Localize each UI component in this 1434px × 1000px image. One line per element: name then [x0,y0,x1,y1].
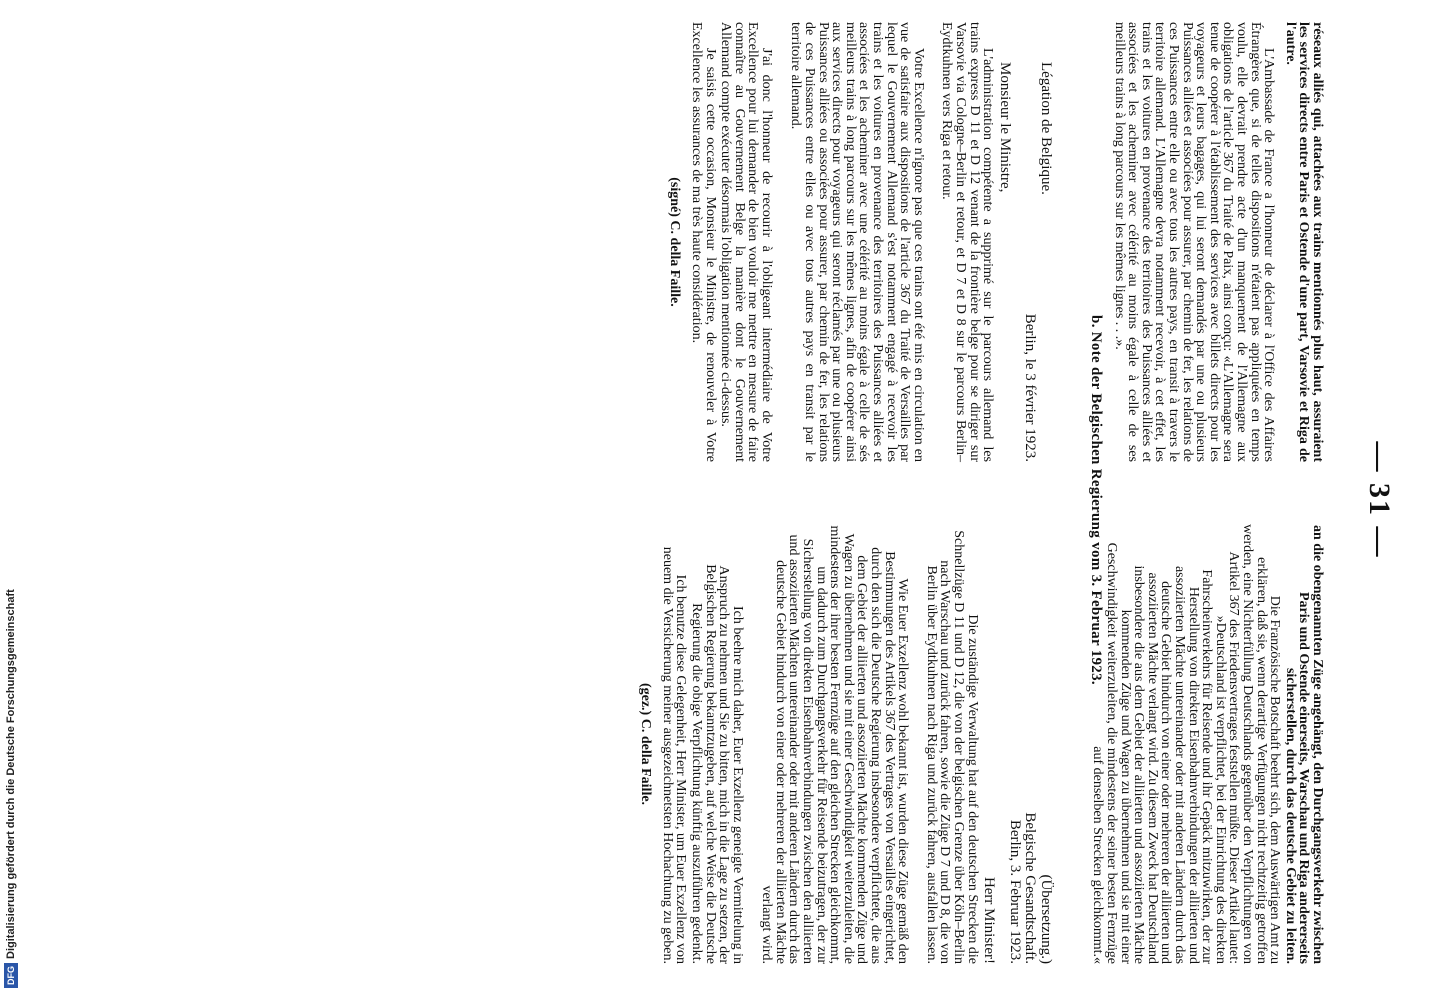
paragraph: an die obengenannten Züge angehängt, den Durchgangsverkehr zwischen Paris und Ostende einerseits, Warschau und Riga andererseits sicherstellen, durch das deutsche Gebiet zu leiten. [1282,525,1325,964]
paragraph: Votre Excellence n'ignore pas que ces trains ont été mis en circulation en vue de satisfaire aux dispositions de l'article 367 du Traité de Versailles par lequel le Gouvernement Allemand s'est notamment engagé à recevoir les trains et les voitures en provenance des territoires des Puissances alliées et associées et les acheminer avec une célérité au moins égale à celle de sés meilleurs trains à long parcours sur les mêmes lignes, afin de coopérer ainsi aux services directs pour voyageurs qui seront réclamés par une ou plusieurs Puissances alliées ou associées pour assurer, par chemin de fer, les relations de ces Puissances entre elles ou avec tous autres pays en transit par le territoire allemand. [788,22,926,462]
left-bottom-block [668,22,1074,462]
paragraph: Wie Euer Exzellenz wohl bekannt ist, wurden diese Züge gemäß den Bestimmungen des Artikels 367 des Vertrages von Versailles eingerichtet, durch den sich die Deutsche Regierung insbesondere verpflichtete, die aus dem Gebiet der alliierten und assoziierten Mächte kommenden Züge und Wagen zu übernehmen und sie mit einer Geschwindigkeit weiterzuleiten, die mindestens der ihrer besten Fernzüge auf den gleichen Strecken gleichkommt, um dadurch zum Durchgangsverkehr für Reisende beizutragen, der zur Sicherstellung von direkten Eisenbahnverbindungen zwischen den alliierten und assoziierten Mächten untereinander oder mit anderen Ländern durch das deutsche Gebiet hindurch von einer oder mehreren der alliierten Mächte verlangt wird. [759,525,911,964]
dfg-logo: DFG [4,963,18,988]
signature [668,22,682,462]
signature [639,524,653,964]
translation-note: (Übersetzung.) [1038,874,1054,964]
signature-prefix: (signé) [667,177,683,217]
signature-name: C. della Faille. [638,718,654,806]
paragraph: Je saisis cette occasion, Monsieur le Ministre, de renouveler à Votre Excellence les assurances de ma très haute considération. [688,22,718,462]
paragraph: L'Ambassade de France a l'honneur de déclarer à l'Office des Affaires Étrangères que, si de telles dispositions n'étaient pas appliquées en temps voulu, elle devrait prendre acte d'un manquement de l'Allemagne aux obligations de l'article 367 du Traité de Paix, ainsi conçu: «L'Allemagne sera tenue de coopérer à l'établissement des services avec billets directs pour les voyageurs et leurs bagages, qui lui seront demandés par une ou plusieurs Puissances alliées et associées pour assurer, par chemin de fer, les relations de ces Puissances entre elle ou avec tous les autres pays, en transit à travers le territoire allemand. L'Allemagne devra notamment recevoir, à cet effet, les trains et les voitures en provenance des territoires des Puissances alliées et associées et les acheminer avec célérité au moins égale à celle de ses meilleurs trains à long parcours sur les mêmes lignes . . .». [1111,22,1277,462]
salutation: Monsieur le Ministre, [996,62,1013,193]
paragraph: Die Französische Botschaft beehrt sich, dem Auswärtigen Amt zu erklären, daß sie, wenn derartige Verfügungen nicht rechtzeitig getroffen werden, eine Nichterfüllung Deutschlands gegenüber den Verpflichtungen von Artikel 367 des Friedensvertrages feststellen müßte. Dieser Artikel lautet: »Deutschland ist verpflichtet, bei der Einrichtung des direkten Fahrscheinverkehrs für Reisende und ihr Gepäck mitzuwirken, der zur Herstellung von direkten Eisenbahnverbindungen der alliierten und assoziierten Mächte untereinander oder mit anderen Ländern durch das deutsche Gebiet hindurch von einer oder mehreren der alliierten und assoziierten Mächte verlangt wird. Zu diesem Zweck hat Deutschland insbesondere die aus dem Gebiet der alliierten und assoziierten Mächte kommenden Züge und Wagen zu übernehmen und sie mit einer Geschwindigkeit weiterzuleiten, die mindestens der seiner besten Fernzüge auf denselben Strecken gleichkommt.« [1090,524,1283,964]
paragraph: L'administration compétente a supprimé sur le parcours allemand les trains express D 11 et D 12 venant de la frontière belge pour se diriger sur Varsovie via Cologne–Berlin et retour, et D 7 et D 8 sur le parcours Berlin–Eydtkuhnen vers Riga et retour. [939,22,996,462]
left-top-block [1112,22,1324,462]
dfg-footer [0,0,22,988]
salutation: Herr Minister! [981,876,998,964]
footer-text: Digitalisierung gefördert durch die Deutsche Forschungsgemeinschaft [5,589,17,959]
date-line: Berlin, 3. Februar 1923. [1006,819,1023,964]
paragraph: Ich beehre mich daher, Euer Exzellenz geneigte Vermittelung in Anspruch zu nehmen und Sie zu bitten, mich in die Lage zu setzen, der Belgischen Regierung bekanntzugeben, auf welche Weise die Deutsche Regierung die obige Verpflichtung künftig auszuführen gedenkt. [688,564,745,964]
signature-name: C. della Faille. [667,220,683,307]
paragraph: réseaux alliés qui, attachées aux trains mentionnés plus haut, assuraient les services directs entre Paris et Ostende d'une part, Varsovie et Riga de l'autre. [1282,22,1325,462]
date-line: Berlin, le 3 février 1923. [1022,313,1039,462]
section-heading: b. Note der Belgischen Regierung vom 3. Februar 1923. [1088,315,1104,685]
sender-line: Légation de Belgique. [1038,62,1054,195]
paragraph: Ich benutze diese Gelegenheit, Herr Minister, um Euer Exzellenz von neuem die Versicherung meiner ausgezeichnetsten Hochachtung zu geben. [659,546,689,964]
page-number: — 31 — [1363,441,1396,559]
right-top-block [1091,524,1324,964]
paragraph: J'ai donc l'honneur de recourir à l'obligeant intermédiaire de Votre Excellence pour lui demander de bien vouloir me mettre en mesure de faire connaître au Gouvernement Belge la manière dont le Gouvernement Allemand compte exécuter désormais l'obligation mentionnée ci-dessus. [718,22,774,462]
right-bottom-block [639,524,1074,964]
signature-prefix: (gez.) [638,682,654,716]
sender-line: Belgische Gesandtschaft. [1022,812,1039,964]
paragraph: Die zuständige Verwaltung hat auf den deutschen Strecken die Schnellzüge D 11 und D 12, die von der belgischen Grenze über Köln–Berlin nach Warschau und zurück fahren, sowie die Züge D 7 und D 8, die von Berlin über Eydtkuhnen nach Riga und zurück fahren, ausfallen lassen. [923,530,980,964]
